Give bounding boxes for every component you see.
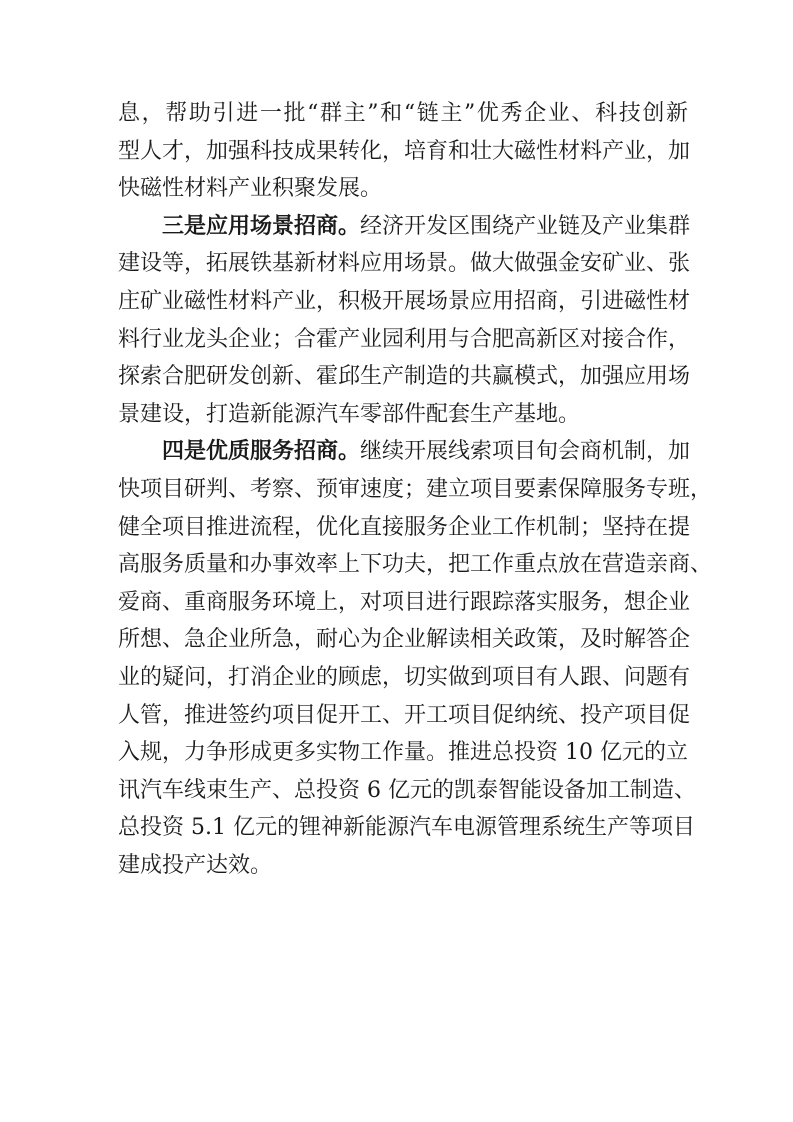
- paragraph-3-line-8: 人管，推进签约项目促开工、开工项目促纳统、投产项目促: [118, 702, 691, 728]
- paragraph-3-line-3: 健全项目推进流程，优化直接服务企业工作机制；坚持在提: [118, 514, 691, 540]
- paragraph-3-line-9: 入规，力争形成更多实物工作量。推进总投资 10 亿元的立: [118, 740, 688, 766]
- paragraph-3-line-6: 所想、急企业所急，耐心为企业解读相关政策，及时解答企: [118, 627, 691, 653]
- paragraph-2-line-1-text: 经济开发区围绕产业链及产业集群: [360, 213, 691, 239]
- paragraph-3-line-4: 高服务质量和办事效率上下功夫，把工作重点放在营造亲商、: [118, 552, 713, 578]
- paragraph-3-line-11: 总投资 5.1 亿元的锂神新能源汽车电源管理系统生产等项目: [118, 815, 695, 841]
- paragraph-3-line-1: [118, 433, 691, 471]
- paragraph-1-line-2: 型人才，加强科技成果转化，培育和壮大磁性材料产业，加: [118, 138, 691, 164]
- paragraph-2-line-6: 景建设，打造新能源汽车零部件配套生产基地。: [118, 401, 581, 427]
- paragraph-2-line-1: [118, 208, 691, 246]
- paragraph-3-line-12: 建成投产达效。: [118, 852, 273, 878]
- body-text: [118, 95, 713, 884]
- paragraph-1-line-3: 快磁性材料产业积聚发展。: [118, 176, 383, 202]
- paragraph-3-line-1-text: 继续开展线索项目旬会商机制，加: [360, 439, 691, 465]
- paragraph-3-line-2: 快项目研判、考察、预审速度；建立项目要素保障服务专班，: [118, 476, 713, 502]
- paragraph-2-line-3: 庄矿业磁性材料产业，积极开展场景应用招商，引进磁性材: [118, 288, 691, 314]
- paragraph-2-line-4: 料行业龙头企业；合霍产业园利用与合肥高新区对接合作，: [118, 326, 691, 352]
- paragraph-3-line-7: 业的疑问，打消企业的顾虑，切实做到项目有人跟、问题有: [118, 664, 691, 690]
- paragraph-2-line-5: 探索合肥研发创新、霍邱生产制造的共赢模式，加强应用场: [118, 364, 691, 390]
- paragraph-2-line-2: 建设等，拓展铁基新材料应用场景。做大做强金安矿业、张: [118, 251, 691, 277]
- paragraph-3-line-5: 爱商、重商服务环境上，对项目进行跟踪落实服务，想企业: [118, 589, 691, 615]
- paragraph-2-heading: 三是应用场景招商。: [162, 213, 361, 239]
- paragraph-3-heading: 四是优质服务招商。: [162, 439, 361, 465]
- paragraph-3-line-10: 讯汽车线束生产、总投资 6 亿元的凯泰智能设备加工制造、: [118, 777, 696, 803]
- paragraph-1-line-1: 息，帮助引进一批“群主”和“链主”优秀企业、科技创新: [118, 101, 688, 126]
